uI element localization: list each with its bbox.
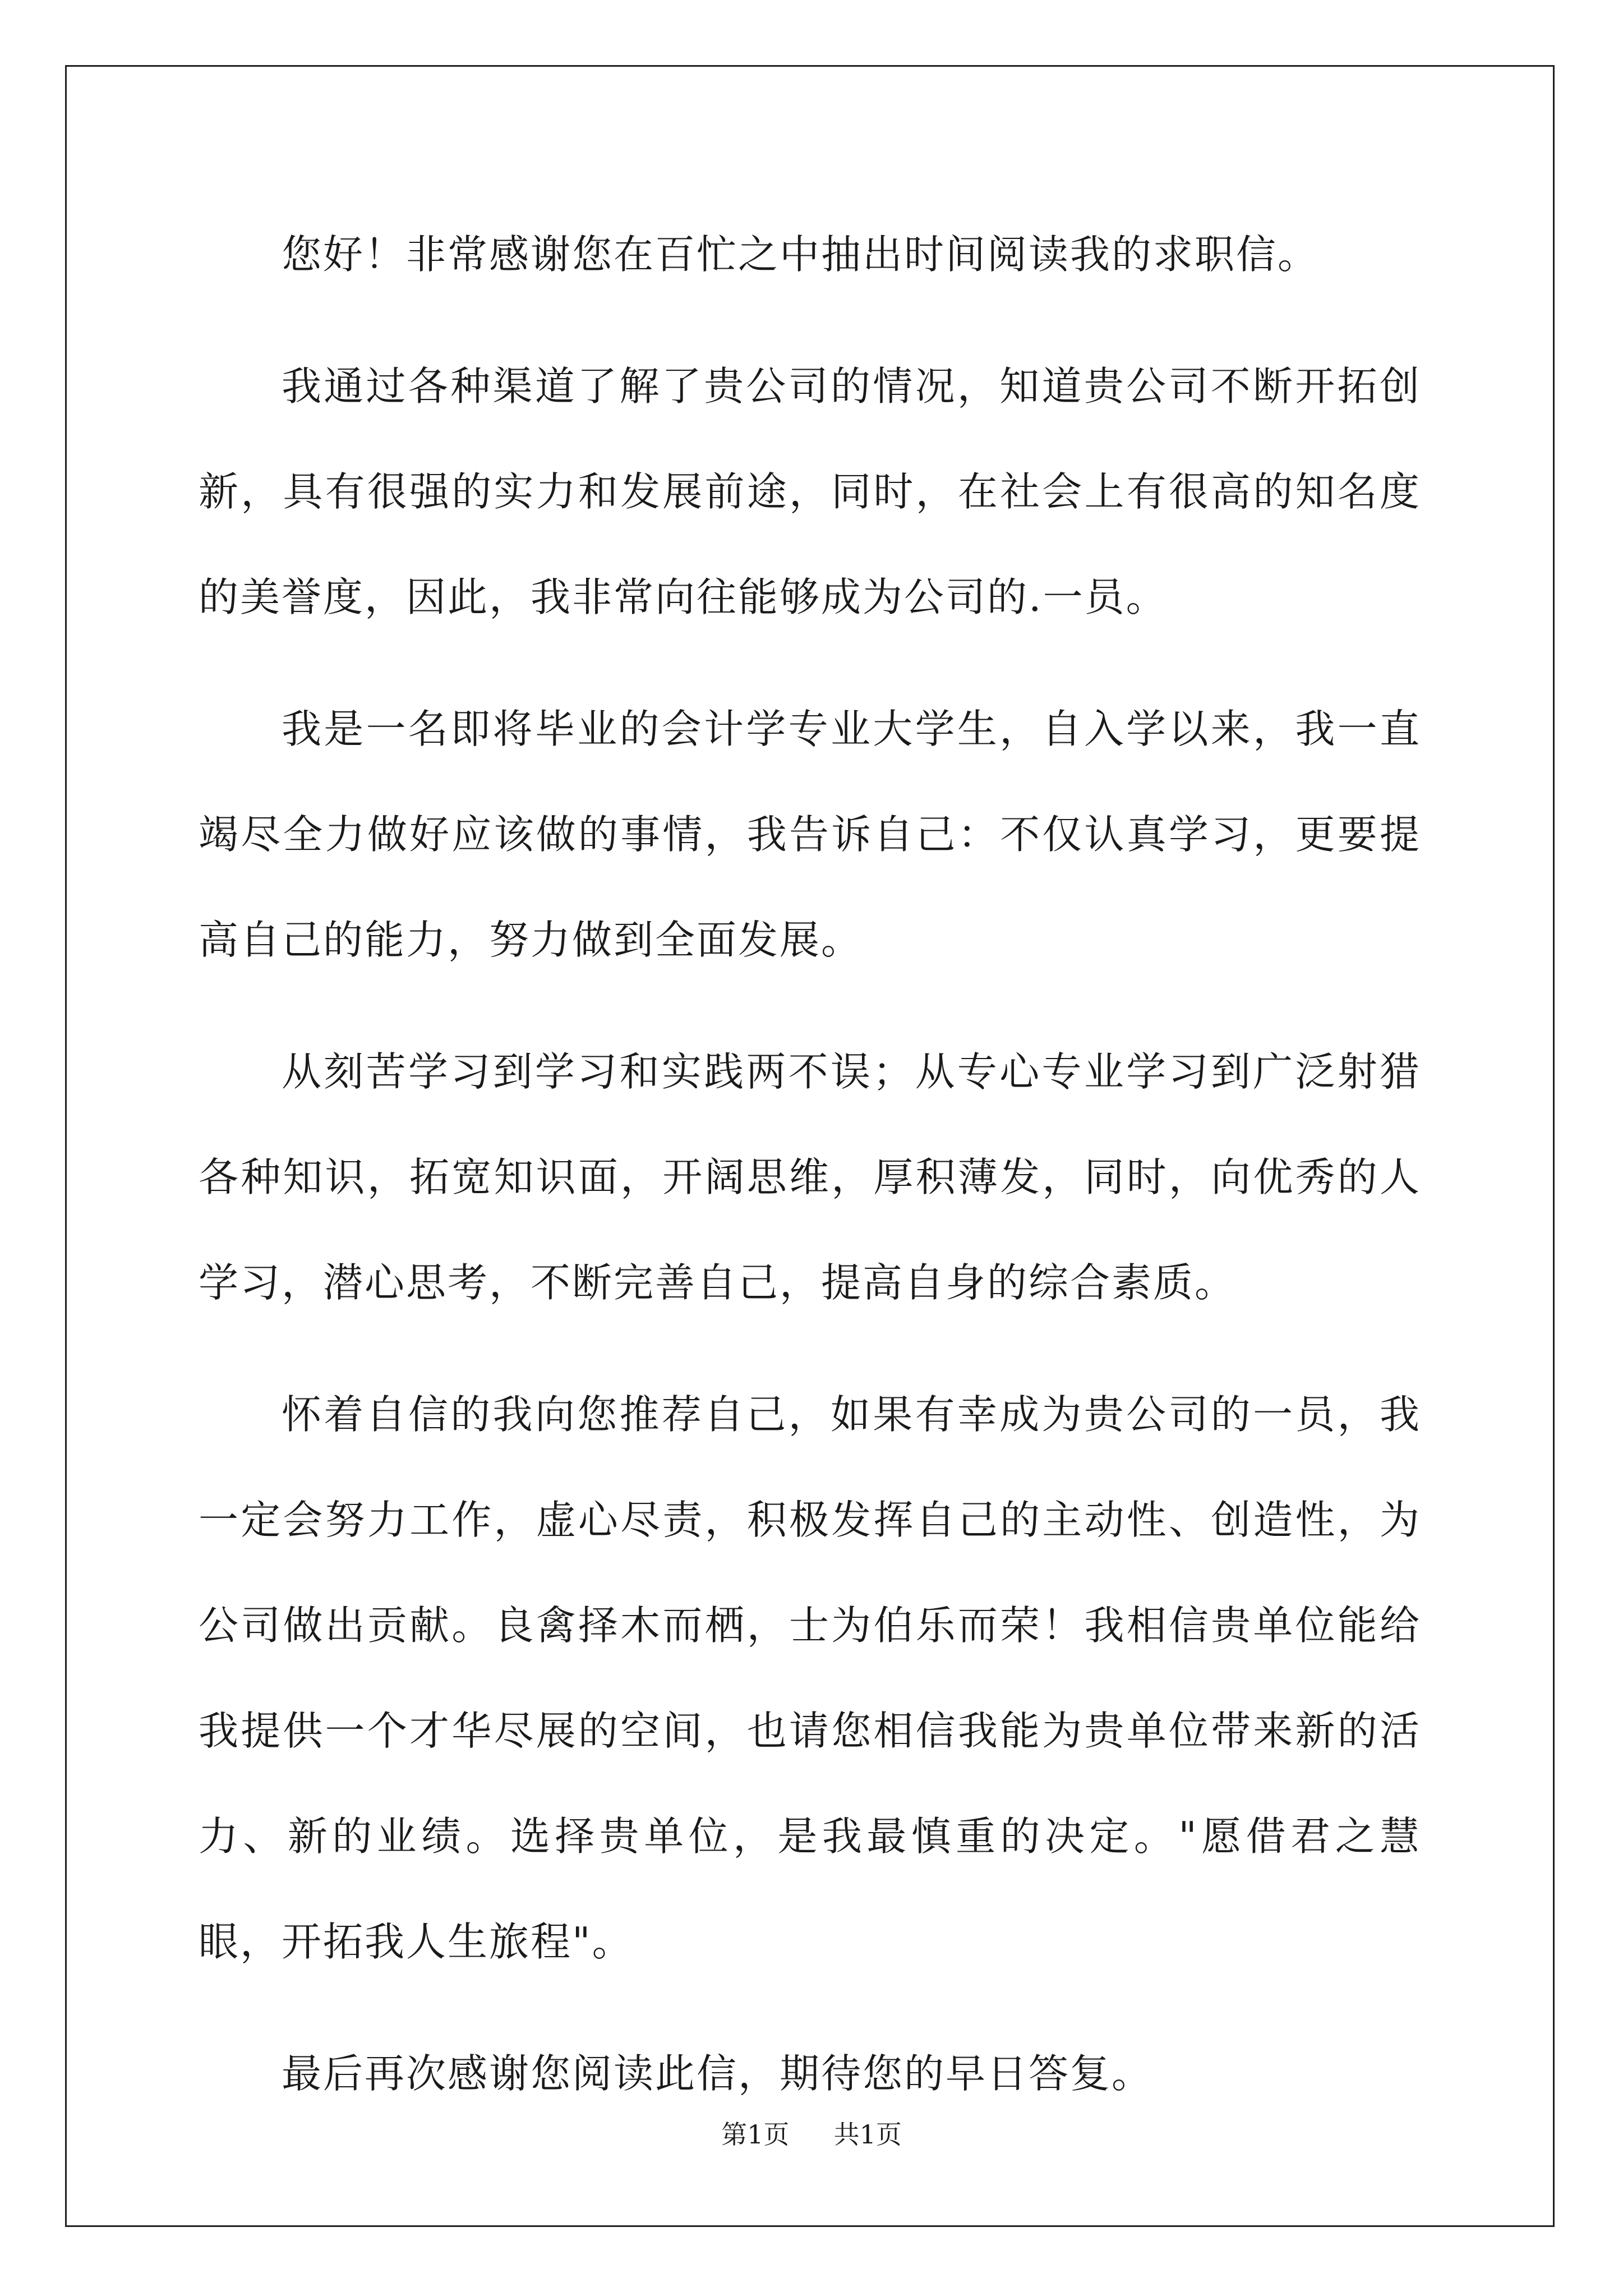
paragraph-company-interest: 我通过各种渠道了解了贵公司的情况，知道贵公司不断开拓创新，具有很强的实力和发展前途，同时，在社会上有很高的知名度的美誉度，因此，我非常向往能够成为公司的.一员。 [199,363,1421,620]
page-footer [0,2118,1623,2151]
paragraph-recommendation: 怀着自信的我向您推荐自己，如果有幸成为贵公司的一员，我一定会努力工作，虚心尽责，积极发挥自己的主动性、创造性，为公司做出贡献。良禽择木而栖，士为伯乐而荣！我相信贵单位能给我提供一个才华尽展的空间，也请您相信我能为贵单位带来新的活力、新的业绩。选择贵单位，是我最慎重的决定。"愿借君之慧眼，开拓我人生旅程"。 [199,1391,1421,1965]
paragraph-learning: 从刻苦学习到学习和实践两不误；从专心专业学习到广泛射猎各种知识，拓宽知识面，开阔思维，厚积薄发，同时，向优秀的人学习，潜心思考，不断完善自己，提高自身的综合素质。 [199,1048,1421,1306]
page-total: 共1页 [833,2119,902,2150]
letter-body [199,202,1421,2153]
paragraph-closing: 最后再次感谢您阅读此信，期待您的早日答复。 [282,2050,1154,2097]
paragraph-self-intro: 我是一名即将毕业的会计学专业大学生，自入学以来，我一直竭尽全力做好应该做的事情，我告诉自己：不仅认真学习，更要提高自己的能力，努力做到全面发展。 [199,706,1421,963]
page-number: 第1页 [721,2119,790,2150]
paragraph-greeting: 您好！非常感谢您在百忙之中抽出时间阅读我的求职信。 [282,231,1320,278]
